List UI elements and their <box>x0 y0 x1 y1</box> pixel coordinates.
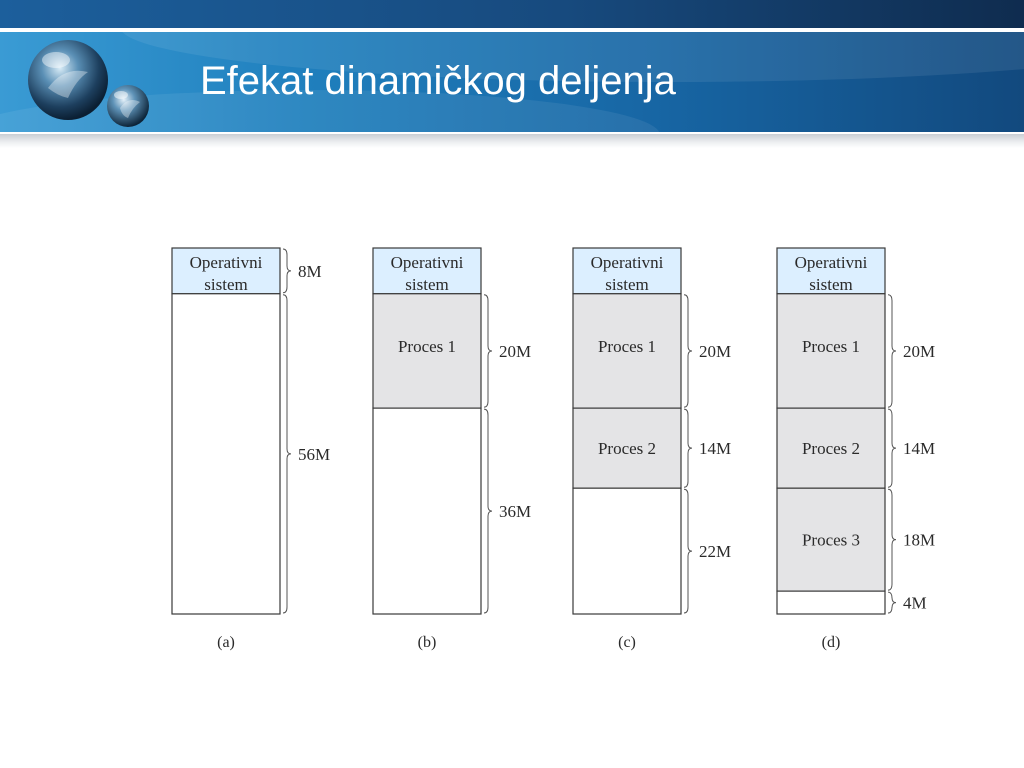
block-label: Operativni <box>794 253 868 272</box>
column-caption: (a) <box>217 634 235 651</box>
block-label: Operativni <box>189 253 263 272</box>
block-label: sistem <box>605 275 649 294</box>
memory-block-free <box>573 488 681 614</box>
memory-block-free <box>777 591 885 614</box>
size-brace <box>484 409 492 613</box>
size-brace <box>888 409 896 487</box>
block-size-label: 22M <box>699 542 732 562</box>
block-label: Proces 2 <box>801 439 861 459</box>
block-size-label: 20M <box>499 341 532 361</box>
block-size-label: 4M <box>903 593 927 613</box>
size-brace <box>888 295 896 407</box>
block-size-label: 18M <box>903 530 936 550</box>
column-caption: (b) <box>417 634 437 651</box>
block-size-label: 8M <box>298 261 322 281</box>
block-label: Proces 1 <box>597 336 657 356</box>
size-brace <box>888 592 896 613</box>
size-brace <box>888 489 896 590</box>
block-label: Operativni <box>390 253 464 272</box>
column-caption: (d) <box>821 634 841 651</box>
block-size-label: 20M <box>903 341 936 361</box>
block-label: Operativni <box>590 253 664 272</box>
block-label: sistem <box>405 275 449 294</box>
memory-block-free <box>172 294 280 614</box>
size-brace <box>684 295 692 407</box>
size-brace <box>484 295 492 407</box>
size-brace <box>684 489 692 613</box>
block-label: sistem <box>809 275 853 294</box>
memory-block-free <box>373 408 481 614</box>
block-size-label: 14M <box>699 439 732 459</box>
block-size-label: 36M <box>499 502 532 522</box>
block-size-label: 20M <box>699 341 732 361</box>
block-size-label: 14M <box>903 439 936 459</box>
block-label: Proces 2 <box>597 439 657 459</box>
size-brace <box>283 295 291 613</box>
block-label: Proces 1 <box>801 336 861 356</box>
block-label: sistem <box>204 275 248 294</box>
size-brace <box>283 249 291 293</box>
block-label: Proces 3 <box>801 530 861 550</box>
block-size-label: 56M <box>298 444 331 464</box>
block-label: Proces 1 <box>397 336 457 356</box>
size-brace <box>684 409 692 487</box>
slide-title: Efekat dinamičkog deljenja <box>200 59 676 103</box>
column-caption: (c) <box>618 634 636 651</box>
